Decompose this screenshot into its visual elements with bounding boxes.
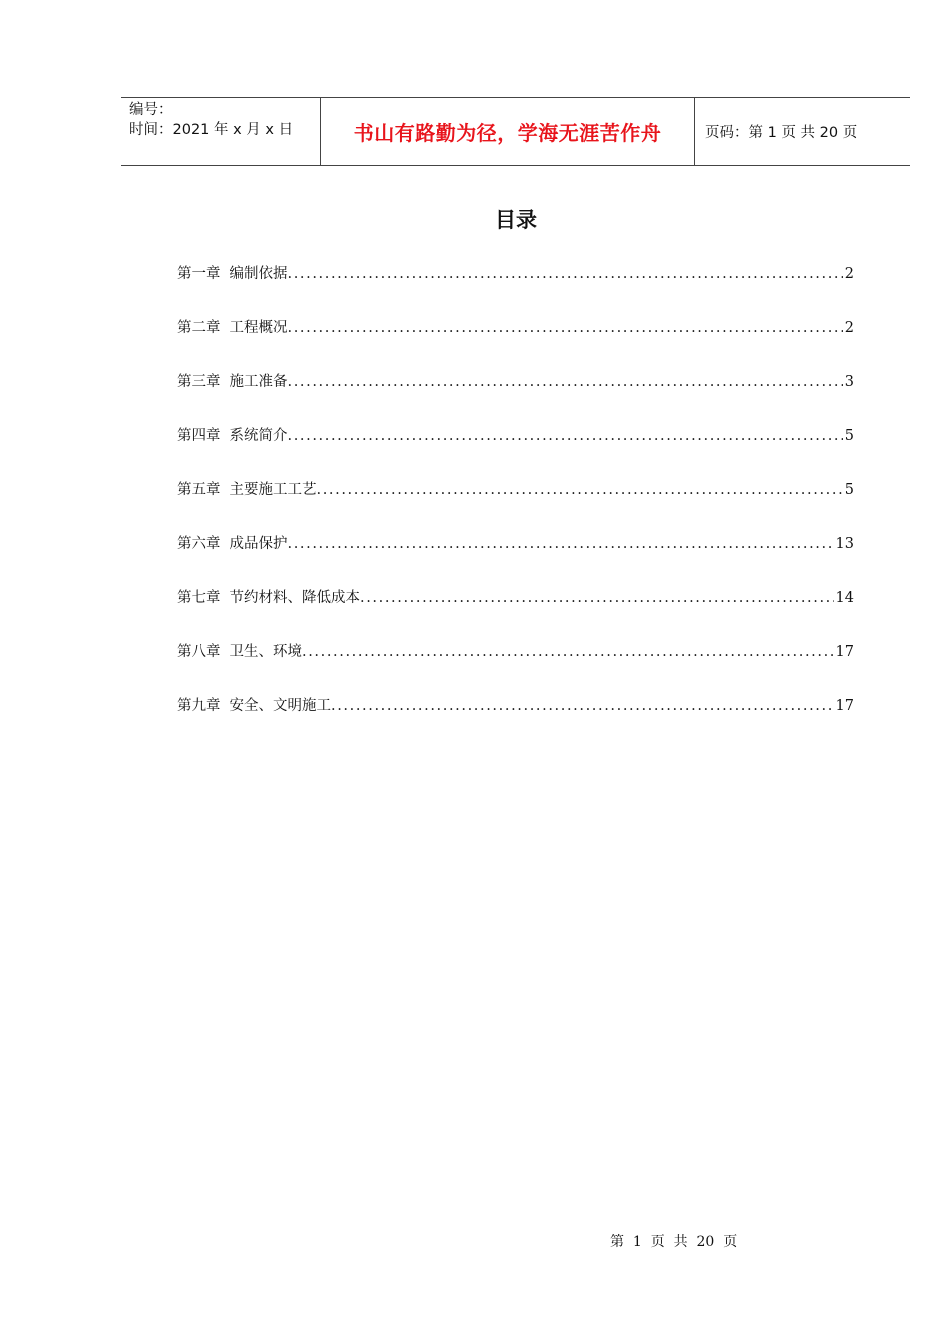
toc-page-number: 5 [844, 482, 854, 498]
toc-entry[interactable] [177, 316, 854, 370]
toc-chapter-number: 第二章 [177, 320, 221, 336]
toc-page-number: 17 [835, 644, 854, 660]
toc-chapter-number: 第八章 [177, 644, 221, 660]
toc-leader-dots [288, 374, 843, 390]
toc-leader-dots [288, 428, 843, 444]
toc-entry[interactable] [177, 262, 854, 316]
toc-title: 目录 [495, 208, 537, 232]
toc-leader-dots [288, 266, 843, 282]
header-page-label: 页码：第 1 页 共 20 页 [705, 125, 858, 141]
time-label: 时间：2021 年 x 月 x 日 [129, 122, 294, 138]
toc-chapter-number: 第六章 [177, 536, 221, 552]
motto-text: 书山有路勤为径，学海无涯苦作舟 [353, 121, 662, 145]
toc-entry[interactable] [177, 478, 854, 532]
toc-page-number: 14 [835, 590, 854, 606]
toc-leader-dots [302, 644, 834, 660]
toc-page-number: 2 [844, 266, 854, 282]
toc-chapter-number: 第五章 [177, 482, 221, 498]
toc-leader-dots [331, 698, 834, 714]
toc-chapter-title: 工程概况 [229, 320, 288, 336]
toc-chapter-title: 主要施工工艺 [229, 482, 317, 498]
toc-chapter-number: 第四章 [177, 428, 221, 444]
document-header [121, 97, 910, 166]
toc-chapter-title: 施工准备 [229, 374, 288, 390]
toc-page-number: 13 [835, 536, 854, 552]
toc-page-number: 5 [844, 428, 854, 444]
toc-chapter-number: 第一章 [177, 266, 221, 282]
toc-leader-dots [317, 482, 843, 498]
toc-entry[interactable] [177, 424, 854, 478]
toc-chapter-title: 编制依据 [229, 266, 288, 282]
toc-chapter-number: 第三章 [177, 374, 221, 390]
toc-chapter-number: 第七章 [177, 590, 221, 606]
toc-page-number: 17 [835, 698, 854, 714]
toc-entry[interactable] [177, 640, 854, 694]
toc-chapter-title: 节约材料、降低成本 [229, 590, 360, 606]
toc-chapter-title: 卫生、环境 [229, 644, 302, 660]
table-of-contents [177, 262, 854, 748]
toc-leader-dots [288, 536, 834, 552]
toc-leader-dots [360, 590, 834, 606]
header-motto-cell [321, 98, 695, 165]
page-footer: 第 1 页 共 20 页 [610, 1234, 738, 1250]
toc-entry[interactable] [177, 694, 854, 748]
toc-page-number: 2 [844, 320, 854, 336]
toc-entry[interactable] [177, 370, 854, 424]
toc-chapter-title: 系统简介 [229, 428, 288, 444]
toc-chapter-title: 安全、文明施工 [229, 698, 331, 714]
toc-entry[interactable] [177, 586, 854, 640]
toc-leader-dots [288, 320, 843, 336]
toc-page-number: 3 [844, 374, 854, 390]
header-meta-cell [121, 98, 321, 165]
toc-chapter-title: 成品保护 [229, 536, 288, 552]
toc-entry[interactable] [177, 532, 854, 586]
header-page-cell [695, 98, 910, 165]
toc-chapter-number: 第九章 [177, 698, 221, 714]
number-label: 编号： [129, 102, 173, 118]
